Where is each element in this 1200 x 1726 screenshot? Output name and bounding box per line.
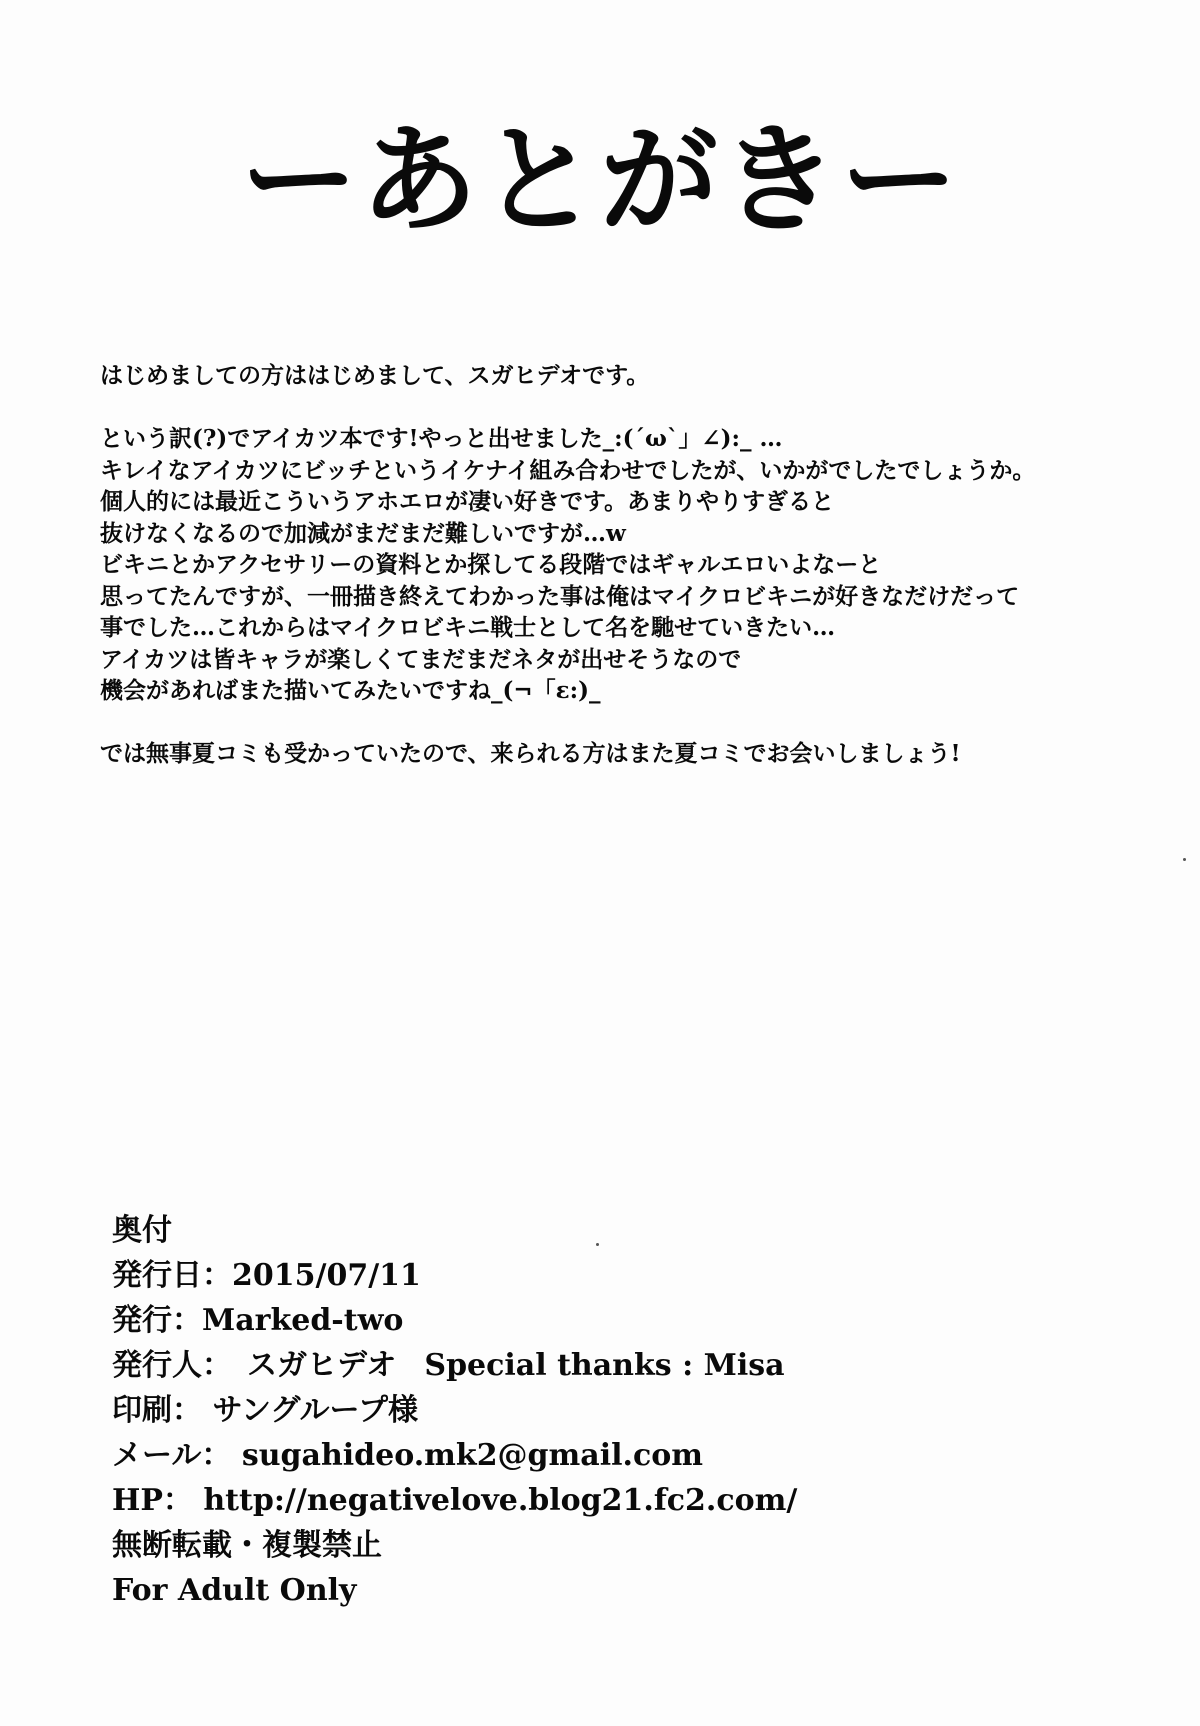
afterword-line: では無事夏コミも受かっていたので、来られる方はまた夏コミでお会いしましょう! xyxy=(100,740,961,767)
afterword-line: ビキニとかアクセサリーの資料とか探してる段階ではギャルエロいよなーと xyxy=(100,551,882,578)
afterword-paragraph xyxy=(100,360,1100,392)
paper-speck xyxy=(1183,858,1186,861)
afterword-line: 機会があればまた描いてみたいですね_(¬「ε:)_ xyxy=(100,677,601,704)
publisher: 発行：Marked-two xyxy=(112,1303,404,1338)
copyright-notice: 無断転載・複製禁止 xyxy=(112,1528,382,1563)
afterword-line: アイカツは皆キャラが楽しくてまだまだネタが出せそうなので xyxy=(100,645,742,673)
colophon xyxy=(112,1208,1012,1613)
email: メール： sugahideo.mk2@gmail.com xyxy=(112,1438,703,1473)
issuer-row xyxy=(112,1343,1012,1388)
colophon-heading: 奥付 xyxy=(112,1213,172,1248)
issuer: 発行人： スガヒデオ xyxy=(112,1348,397,1383)
afterword-line: 事でした…これからはマイクロビキニ戦士として名を馳せていきたい… xyxy=(100,614,836,641)
homepage: HP： http://negativelove.blog21.fc2.com/ xyxy=(112,1483,798,1518)
page-title: ーあとがきー xyxy=(239,111,960,249)
paper-speck xyxy=(596,1243,599,1246)
afterword-line: 思ってたんですが、一冊描き終えてわかった事は俺はマイクロビキニが好きなだけだって xyxy=(100,582,1020,610)
printer: 印刷： サングループ様 xyxy=(112,1393,418,1428)
afterword-line: 抜けなくなるので加減がまだまだ難しいですが…w xyxy=(100,519,626,547)
afterword-line: はじめましての方ははじめまして、スガヒデオです。 xyxy=(100,362,650,389)
special-thanks: Special thanks : Misa xyxy=(424,1348,785,1383)
afterword-text xyxy=(100,360,1100,801)
issue-date: 発行日：2015/07/11 xyxy=(112,1258,421,1293)
adult-notice: For Adult Only xyxy=(112,1573,357,1608)
afterword-paragraph xyxy=(100,423,1100,707)
afterword-paragraph xyxy=(100,738,1100,770)
afterword-line: キレイなアイカツにビッチというイケナイ組み合わせでしたが、いかがでしたでしょうか。 xyxy=(100,456,1036,484)
afterword-line: 個人的には最近こういうアホエロが凄い好きです。あまりやりすぎると xyxy=(100,488,835,515)
afterword-line: という訳(?)でアイカツ本です!やっと出せました_:(´ω`」∠):_ … xyxy=(100,425,783,452)
